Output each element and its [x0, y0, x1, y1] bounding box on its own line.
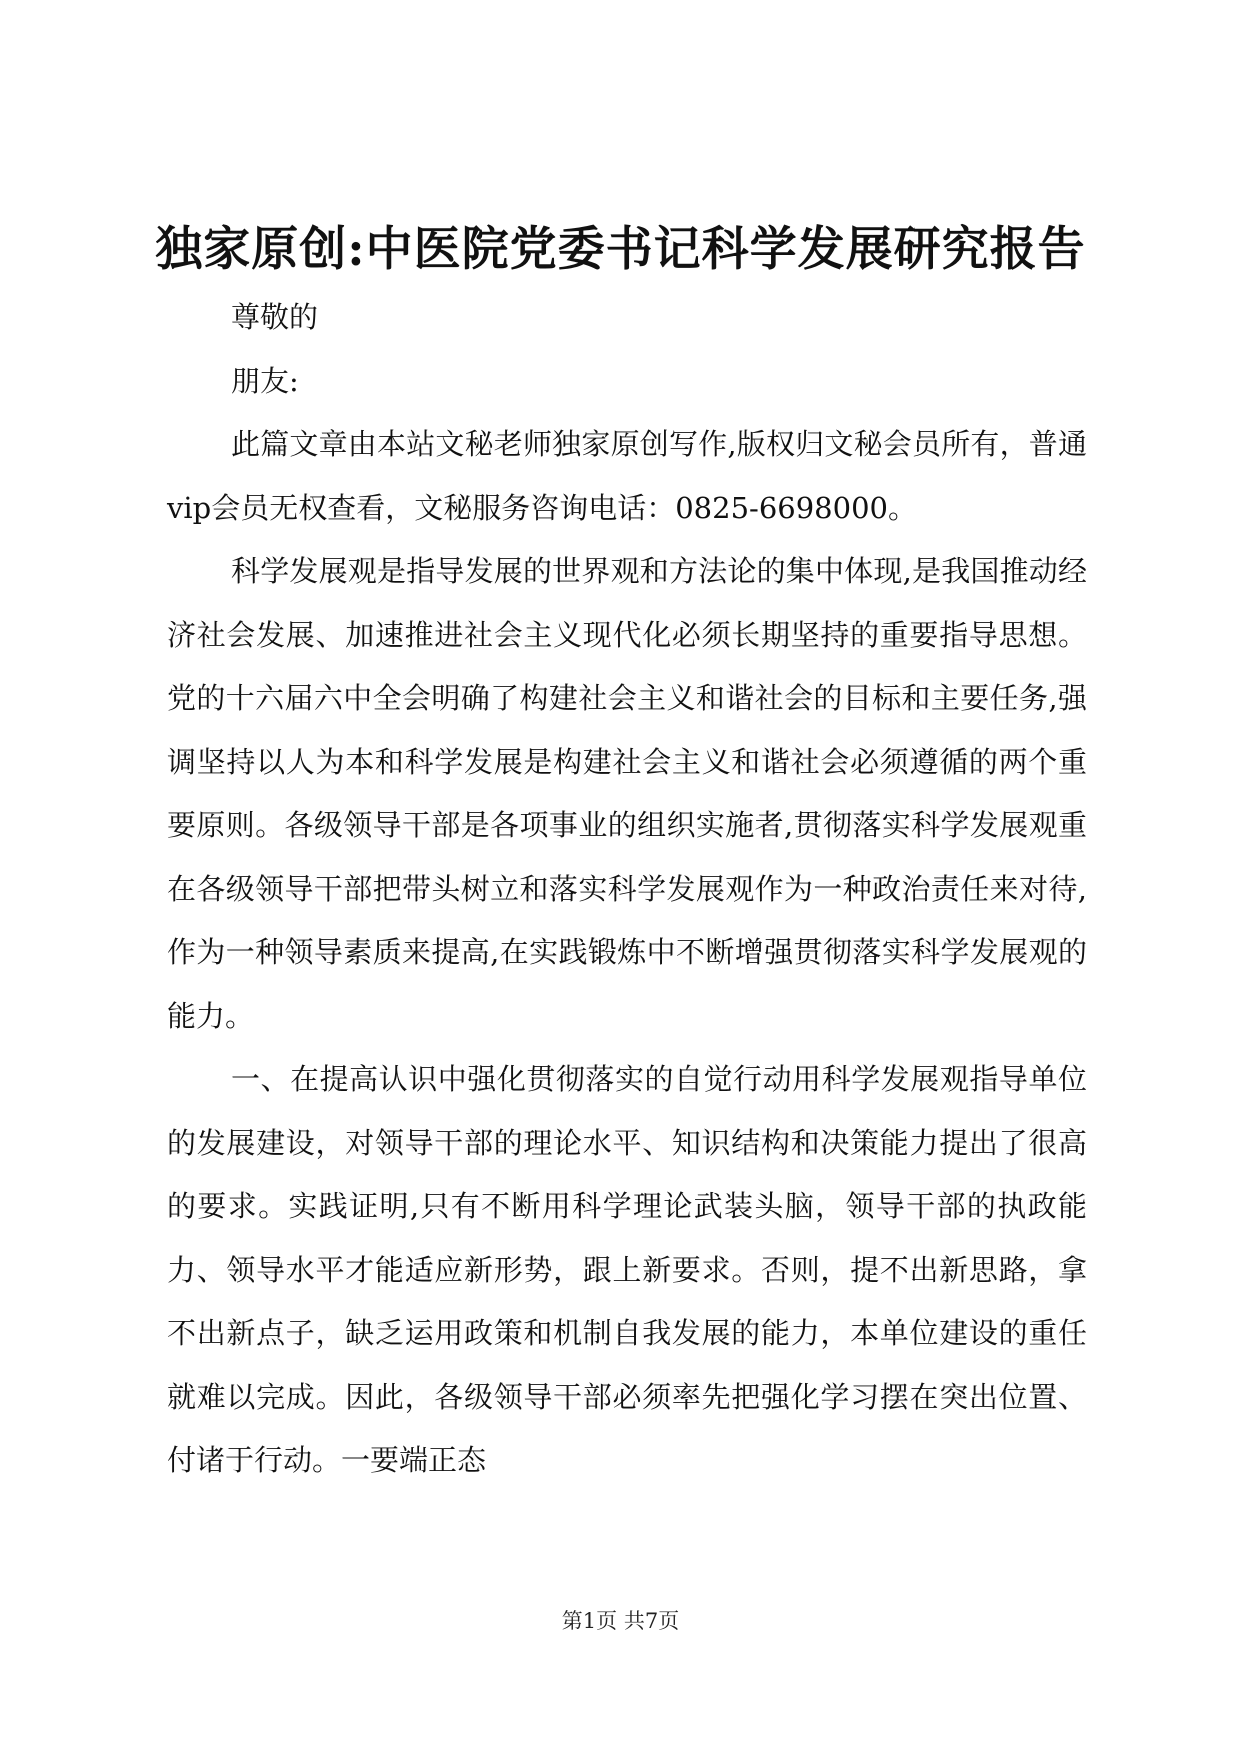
body-paragraph: 一、在提高认识中强化贯彻落实的自觉行动用科学发展观指导单位的发展建设，对领导干部的理论水平、知识结构和决策能力提出了很高的要求。实践证明,只有不断用科学理论武装头脑，领导干部的执政能力、领导水平才能适应新形势，跟上新要求。否则，提不出新思路，拿不出新点子，缺乏运用政策和机制自我发展的能力，本单位建设的重任就难以完成。因此，各级领导干部必须率先把强化学习摆在突出位置、付诸于行动。一要端正态	[167, 1062, 1087, 1477]
copyright-notice-paragraph: 此篇文章由本站文秘老师独家原创写作,版权归文秘会员所有，普通vip会员无权查看，文秘服务咨询电话：0825-6698000。	[167, 427, 1087, 525]
body-paragraph: 科学发展观是指导发展的世界观和方法论的集中体现,是我国推动经济社会发展、加速推进社会主义现代化必须长期坚持的重要指导思想。党的十六届六中全会明确了构建社会主义和谐社会的目标和主要任务,强调坚持以人为本和科学发展是构建社会主义和谐社会必须遵循的两个重要原则。各级领导干部是各项事业的组织实施者,贯彻落实科学发展观重在各级领导干部把带头树立和落实科学发展观作为一种政治责任来对待,作为一种领导素质来提高,在实践锻炼中不断增强贯彻落实科学发展观的能力。	[167, 554, 1087, 1033]
document-title: 独家原创:中医院党委书记科学发展研究报告	[155, 222, 1086, 277]
document-body	[167, 286, 1087, 1493]
salutation-line-1: 尊敬的	[231, 300, 319, 334]
page-number-footer: 第1页 共7页	[561, 1609, 680, 1633]
salutation-line-2: 朋友:	[231, 363, 299, 398]
